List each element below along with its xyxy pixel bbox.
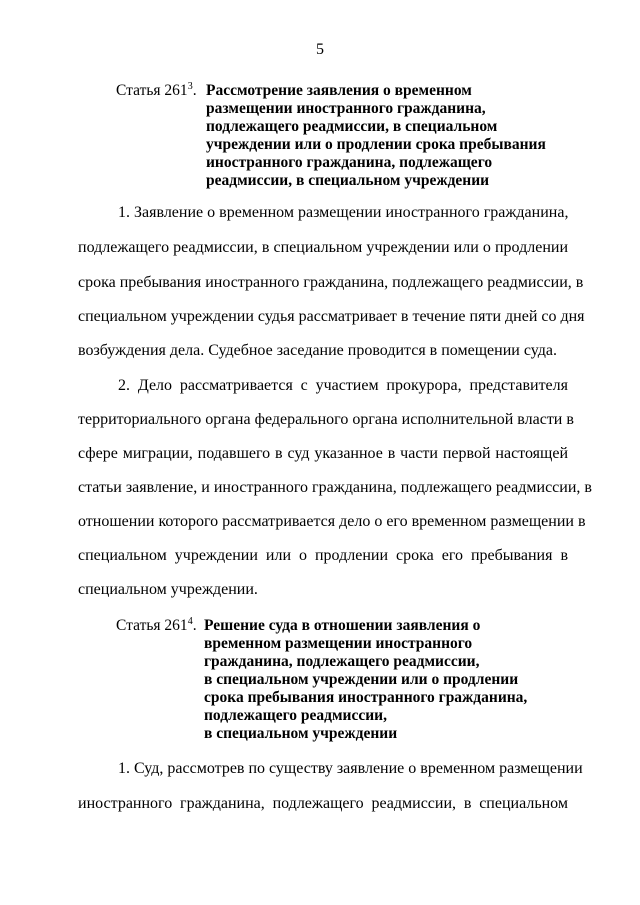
- paragraph-1-line: срока пребывания иностранного гражданина, подлежащего реадмиссии, в: [78, 274, 584, 291]
- paragraph-2-line: территориального органа федерального органа исполнительной власти в: [78, 411, 574, 428]
- paragraph-1-line: возбуждения дела. Судебное заседание проводится в помещении суда.: [78, 342, 557, 359]
- title-line: временном размещении иностранного: [204, 635, 473, 652]
- title-line: размещении иностранного гражданина,: [206, 100, 486, 117]
- article-261-4-label: Статья $261^4$.: [116, 616, 197, 634]
- paragraph-2-line: сфере миграции, подавшего в суд указанное в части первой настоящей: [78, 445, 568, 462]
- page-number: 5: [316, 41, 324, 58]
- title-line: иностранного гражданина, подлежащего: [206, 154, 493, 171]
- title-line: гражданина, подлежащего реадмиссии,: [204, 653, 480, 670]
- paragraph-1-line: подлежащего реадмиссии, в специальном учреждении или о продлении: [78, 239, 568, 256]
- paragraph-2-line: специальном учреждении или о продлении срока его пребывания в: [78, 547, 568, 564]
- title-line: срока пребывания иностранного гражданина,: [204, 689, 528, 706]
- title-line: Рассмотрение заявления о временном: [206, 82, 472, 99]
- title-line: учреждении или о продлении срока пребывания: [206, 136, 546, 153]
- article-261-4-title: [204, 617, 527, 743]
- title-line: подлежащего реадмиссии,: [204, 707, 387, 724]
- article-261-3-label: Статья $261^3$.: [116, 81, 197, 99]
- paragraph-2-line: специальном учреждении.: [78, 581, 258, 598]
- paragraph-3-line: 1. Суд, рассмотрев по существу заявление о временном размещении: [118, 760, 583, 777]
- title-line: Решение суда в отношении заявления о: [204, 617, 481, 634]
- paragraph-2-line: статьи заявление, и иностранного гражданина, подлежащего реадмиссии, в: [78, 479, 592, 496]
- paragraph-2-line: 2. Дело рассматривается с участием прокурора, представителя: [118, 377, 568, 394]
- paragraph-1-line: специальном учреждении судья рассматривает в течение пяти дней со дня: [78, 308, 585, 325]
- title-line: реадмиссии, в специальном учреждении: [206, 172, 490, 189]
- title-line: подлежащего реадмиссии, в специальном: [206, 118, 498, 135]
- paragraph-2-line: отношении которого рассматривается дело о его временном размещении в: [78, 513, 586, 530]
- paragraph-3-line: иностранного гражданина, подлежащего реадмиссии, в специальном: [78, 795, 568, 812]
- title-line: в специальном учреждении: [204, 725, 398, 742]
- article-261-3-title: [206, 82, 546, 190]
- paragraph-1-line: 1. Заявление о временном размещении иностранного гражданина,: [118, 204, 569, 221]
- title-line: в специальном учреждении или о продлении: [204, 671, 519, 688]
